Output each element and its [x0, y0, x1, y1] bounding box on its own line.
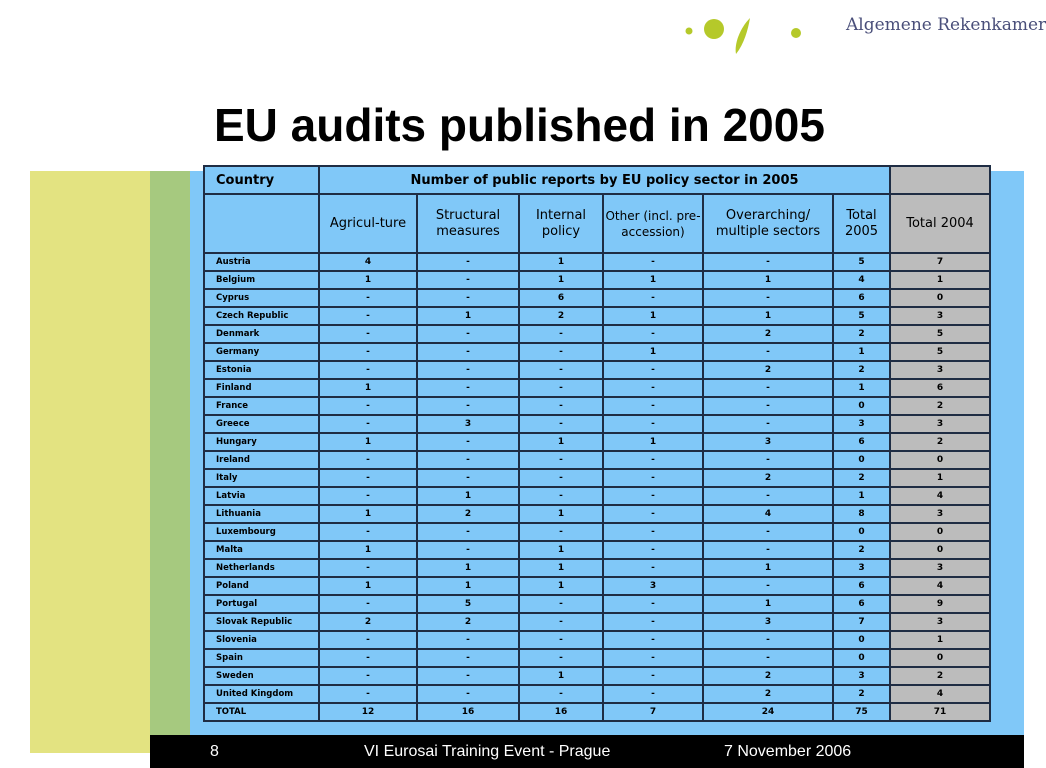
value-cell: - — [703, 343, 833, 361]
value-cell: 1 — [519, 577, 603, 595]
col-header-internal: Internal policy — [519, 194, 603, 253]
country-cell: Slovak Republic — [204, 613, 319, 631]
value-cell: 1 — [417, 487, 519, 505]
value-cell: 0 — [890, 541, 990, 559]
value-cell: 7 — [890, 253, 990, 271]
value-cell: 1 — [417, 559, 519, 577]
table-row — [204, 433, 990, 451]
country-cell: Czech Republic — [204, 307, 319, 325]
value-cell: - — [417, 649, 519, 667]
brand-name: Algemene Rekenkamer — [846, 15, 1046, 35]
value-cell: - — [319, 451, 417, 469]
value-cell: 1 — [603, 307, 703, 325]
value-cell: - — [603, 613, 703, 631]
logo-icon — [684, 10, 804, 56]
value-cell: 1 — [890, 631, 990, 649]
value-cell: - — [519, 415, 603, 433]
value-cell: - — [417, 523, 519, 541]
value-cell: 75 — [833, 703, 890, 721]
col-header-total-2005: Total 2005 — [833, 194, 890, 253]
footer-event: VI Eurosai Training Event - Prague — [364, 743, 611, 760]
decor-band-green — [150, 171, 190, 735]
value-cell: - — [417, 469, 519, 487]
value-cell: 6 — [833, 289, 890, 307]
decor-band-yellow — [30, 171, 150, 753]
country-cell: France — [204, 397, 319, 415]
table-row — [204, 415, 990, 433]
country-cell: Austria — [204, 253, 319, 271]
value-cell: 0 — [890, 289, 990, 307]
value-cell: 1 — [703, 271, 833, 289]
value-cell: - — [603, 253, 703, 271]
table-row — [204, 361, 990, 379]
value-cell: 4 — [703, 505, 833, 523]
value-cell: 3 — [603, 577, 703, 595]
table-row — [204, 667, 990, 685]
table-header-row — [204, 166, 990, 194]
value-cell: 1 — [703, 307, 833, 325]
header-blank-cell — [204, 194, 319, 253]
country-cell: Netherlands — [204, 559, 319, 577]
value-cell: - — [519, 595, 603, 613]
table-row — [204, 649, 990, 667]
value-cell: 6 — [833, 595, 890, 613]
table-row — [204, 469, 990, 487]
value-cell: 7 — [603, 703, 703, 721]
value-cell: 3 — [890, 559, 990, 577]
value-cell: - — [319, 595, 417, 613]
value-cell: - — [519, 397, 603, 415]
value-cell: - — [319, 307, 417, 325]
value-cell: - — [417, 343, 519, 361]
table-row — [204, 685, 990, 703]
table-row — [204, 577, 990, 595]
value-cell: 1 — [319, 379, 417, 397]
value-cell: 2 — [833, 685, 890, 703]
value-cell: - — [519, 343, 603, 361]
value-cell: - — [319, 361, 417, 379]
value-cell: - — [319, 487, 417, 505]
value-cell: 0 — [890, 649, 990, 667]
value-cell: 2 — [519, 307, 603, 325]
col-header-structural: Structural measures — [417, 194, 519, 253]
table-row — [204, 451, 990, 469]
value-cell: - — [417, 397, 519, 415]
value-cell: - — [319, 685, 417, 703]
value-cell: 3 — [703, 613, 833, 631]
value-cell: 0 — [833, 397, 890, 415]
value-cell: - — [603, 289, 703, 307]
value-cell: 4 — [833, 271, 890, 289]
value-cell: - — [603, 361, 703, 379]
value-cell: - — [319, 469, 417, 487]
value-cell: 3 — [833, 667, 890, 685]
value-cell: 1 — [519, 433, 603, 451]
value-cell: - — [603, 415, 703, 433]
country-cell: Malta — [204, 541, 319, 559]
footer-date: 7 November 2006 — [724, 743, 852, 760]
country-cell: Cyprus — [204, 289, 319, 307]
country-cell: Germany — [204, 343, 319, 361]
value-cell: - — [319, 289, 417, 307]
table-row — [204, 343, 990, 361]
value-cell: - — [603, 469, 703, 487]
table-row — [204, 253, 990, 271]
country-cell: Ireland — [204, 451, 319, 469]
value-cell: 1 — [319, 505, 417, 523]
value-cell: 3 — [833, 415, 890, 433]
value-cell: 0 — [833, 523, 890, 541]
value-cell: 3 — [833, 559, 890, 577]
value-cell: - — [417, 433, 519, 451]
table-row — [204, 631, 990, 649]
value-cell: - — [519, 523, 603, 541]
value-cell: - — [603, 523, 703, 541]
table-row — [204, 703, 990, 721]
footer-bar — [150, 735, 1024, 768]
value-cell: 2 — [703, 325, 833, 343]
value-cell: 12 — [319, 703, 417, 721]
country-cell: United Kingdom — [204, 685, 319, 703]
col-header-overarching: Overarching/ multiple sectors — [703, 194, 833, 253]
col-header-agriculture: Agricul-ture — [319, 194, 417, 253]
value-cell: - — [319, 667, 417, 685]
column-header-row — [204, 194, 990, 253]
value-cell: - — [703, 289, 833, 307]
table-row — [204, 595, 990, 613]
table-row — [204, 307, 990, 325]
value-cell: 2 — [703, 361, 833, 379]
value-cell: 5 — [890, 325, 990, 343]
value-cell: 1 — [890, 271, 990, 289]
value-cell: - — [703, 541, 833, 559]
value-cell: - — [603, 325, 703, 343]
value-cell: 3 — [890, 361, 990, 379]
value-cell: 1 — [519, 271, 603, 289]
value-cell: - — [603, 649, 703, 667]
value-cell: - — [319, 631, 417, 649]
value-cell: 2 — [319, 613, 417, 631]
value-cell: 2 — [890, 667, 990, 685]
table-row — [204, 505, 990, 523]
col-header-total-2004: Total 2004 — [890, 194, 990, 253]
value-cell: - — [417, 379, 519, 397]
value-cell: 0 — [890, 451, 990, 469]
value-cell: - — [417, 325, 519, 343]
value-cell: 6 — [890, 379, 990, 397]
value-cell: - — [319, 649, 417, 667]
value-cell: 2 — [417, 505, 519, 523]
value-cell: - — [603, 595, 703, 613]
country-cell: TOTAL — [204, 703, 319, 721]
value-cell: - — [519, 649, 603, 667]
value-cell: - — [703, 577, 833, 595]
value-cell: 9 — [890, 595, 990, 613]
value-cell: - — [519, 613, 603, 631]
value-cell: - — [603, 505, 703, 523]
value-cell: - — [603, 667, 703, 685]
value-cell: - — [417, 289, 519, 307]
value-cell: 7 — [833, 613, 890, 631]
value-cell: 1 — [319, 541, 417, 559]
value-cell: 4 — [890, 685, 990, 703]
value-cell: - — [519, 451, 603, 469]
page-title: EU audits published in 2005 — [214, 99, 825, 151]
country-header: Country — [204, 166, 319, 194]
value-cell: 1 — [833, 343, 890, 361]
value-cell: 5 — [417, 595, 519, 613]
value-cell: 0 — [833, 649, 890, 667]
table-row — [204, 379, 990, 397]
value-cell: - — [319, 343, 417, 361]
value-cell: - — [603, 685, 703, 703]
value-cell: 8 — [833, 505, 890, 523]
value-cell: - — [417, 253, 519, 271]
value-cell: - — [519, 325, 603, 343]
value-cell: 1 — [519, 541, 603, 559]
value-cell: - — [417, 685, 519, 703]
value-cell: 3 — [890, 307, 990, 325]
value-cell: - — [519, 361, 603, 379]
table-row — [204, 487, 990, 505]
value-cell: - — [319, 523, 417, 541]
country-cell: Italy — [204, 469, 319, 487]
value-cell: 1 — [417, 307, 519, 325]
value-cell: 2 — [890, 397, 990, 415]
table-row — [204, 271, 990, 289]
value-cell: 5 — [833, 307, 890, 325]
audits-table — [203, 165, 991, 722]
value-cell: 1 — [603, 271, 703, 289]
value-cell: 2 — [890, 433, 990, 451]
value-cell: - — [417, 361, 519, 379]
value-cell: 1 — [603, 343, 703, 361]
table-row — [204, 541, 990, 559]
value-cell: - — [703, 631, 833, 649]
value-cell: - — [703, 649, 833, 667]
value-cell: 1 — [319, 271, 417, 289]
value-cell: - — [519, 487, 603, 505]
value-cell: 6 — [833, 433, 890, 451]
value-cell: - — [603, 397, 703, 415]
value-cell: 2 — [703, 667, 833, 685]
value-cell: 3 — [890, 613, 990, 631]
value-cell: - — [603, 541, 703, 559]
value-cell: - — [319, 559, 417, 577]
country-cell: Spain — [204, 649, 319, 667]
value-cell: - — [519, 685, 603, 703]
group-header: Number of public reports by EU policy sector in 2005 — [319, 166, 890, 194]
country-cell: Lithuania — [204, 505, 319, 523]
country-cell: Finland — [204, 379, 319, 397]
value-cell: - — [519, 469, 603, 487]
value-cell: - — [603, 631, 703, 649]
table-row — [204, 613, 990, 631]
value-cell: - — [417, 541, 519, 559]
value-cell: 1 — [319, 577, 417, 595]
footer-page-number: 8 — [210, 743, 219, 760]
country-cell: Denmark — [204, 325, 319, 343]
value-cell: 1 — [319, 433, 417, 451]
value-cell: 6 — [833, 577, 890, 595]
country-cell: Latvia — [204, 487, 319, 505]
value-cell: 3 — [417, 415, 519, 433]
value-cell: - — [703, 523, 833, 541]
value-cell: 2 — [833, 325, 890, 343]
value-cell: - — [703, 451, 833, 469]
value-cell: 4 — [890, 577, 990, 595]
country-cell: Belgium — [204, 271, 319, 289]
value-cell: 1 — [833, 379, 890, 397]
header-blank-cell — [890, 166, 990, 194]
value-cell: - — [417, 667, 519, 685]
value-cell: 1 — [417, 577, 519, 595]
value-cell: 2 — [417, 613, 519, 631]
country-cell: Portugal — [204, 595, 319, 613]
value-cell: 71 — [890, 703, 990, 721]
value-cell: 16 — [519, 703, 603, 721]
value-cell: - — [703, 415, 833, 433]
value-cell: - — [319, 325, 417, 343]
value-cell: - — [603, 451, 703, 469]
value-cell: 6 — [519, 289, 603, 307]
value-cell: 1 — [603, 433, 703, 451]
value-cell: 3 — [890, 415, 990, 433]
country-cell: Poland — [204, 577, 319, 595]
table-row — [204, 397, 990, 415]
value-cell: 0 — [890, 523, 990, 541]
value-cell: 5 — [890, 343, 990, 361]
value-cell: 24 — [703, 703, 833, 721]
country-cell: Sweden — [204, 667, 319, 685]
value-cell: 5 — [833, 253, 890, 271]
value-cell: 2 — [703, 469, 833, 487]
value-cell: - — [703, 253, 833, 271]
table-row — [204, 523, 990, 541]
value-cell: 16 — [417, 703, 519, 721]
country-cell: Luxembourg — [204, 523, 319, 541]
value-cell: 1 — [519, 667, 603, 685]
value-cell: 1 — [519, 253, 603, 271]
value-cell: 1 — [833, 487, 890, 505]
value-cell: 1 — [519, 505, 603, 523]
value-cell: 3 — [890, 505, 990, 523]
table-row — [204, 559, 990, 577]
value-cell: 1 — [890, 469, 990, 487]
value-cell: 2 — [703, 685, 833, 703]
value-cell: 1 — [703, 559, 833, 577]
value-cell: - — [603, 487, 703, 505]
value-cell: - — [319, 397, 417, 415]
value-cell: - — [417, 451, 519, 469]
country-cell: Estonia — [204, 361, 319, 379]
value-cell: - — [417, 271, 519, 289]
table-row — [204, 325, 990, 343]
value-cell: 1 — [703, 595, 833, 613]
value-cell: 2 — [833, 361, 890, 379]
value-cell: - — [603, 559, 703, 577]
value-cell: 2 — [833, 541, 890, 559]
value-cell: - — [703, 397, 833, 415]
value-cell: - — [519, 379, 603, 397]
value-cell: - — [703, 379, 833, 397]
country-cell: Greece — [204, 415, 319, 433]
value-cell: - — [417, 631, 519, 649]
value-cell: 1 — [519, 559, 603, 577]
value-cell: - — [603, 379, 703, 397]
value-cell: 4 — [319, 253, 417, 271]
value-cell: - — [319, 415, 417, 433]
value-cell: 3 — [703, 433, 833, 451]
value-cell: 4 — [890, 487, 990, 505]
value-cell: 0 — [833, 451, 890, 469]
value-cell: - — [519, 631, 603, 649]
country-cell: Hungary — [204, 433, 319, 451]
value-cell: - — [703, 487, 833, 505]
country-cell: Slovenia — [204, 631, 319, 649]
table-row — [204, 289, 990, 307]
value-cell: 2 — [833, 469, 890, 487]
value-cell: 0 — [833, 631, 890, 649]
col-header-other: Other (incl. pre-accession) — [603, 194, 703, 253]
